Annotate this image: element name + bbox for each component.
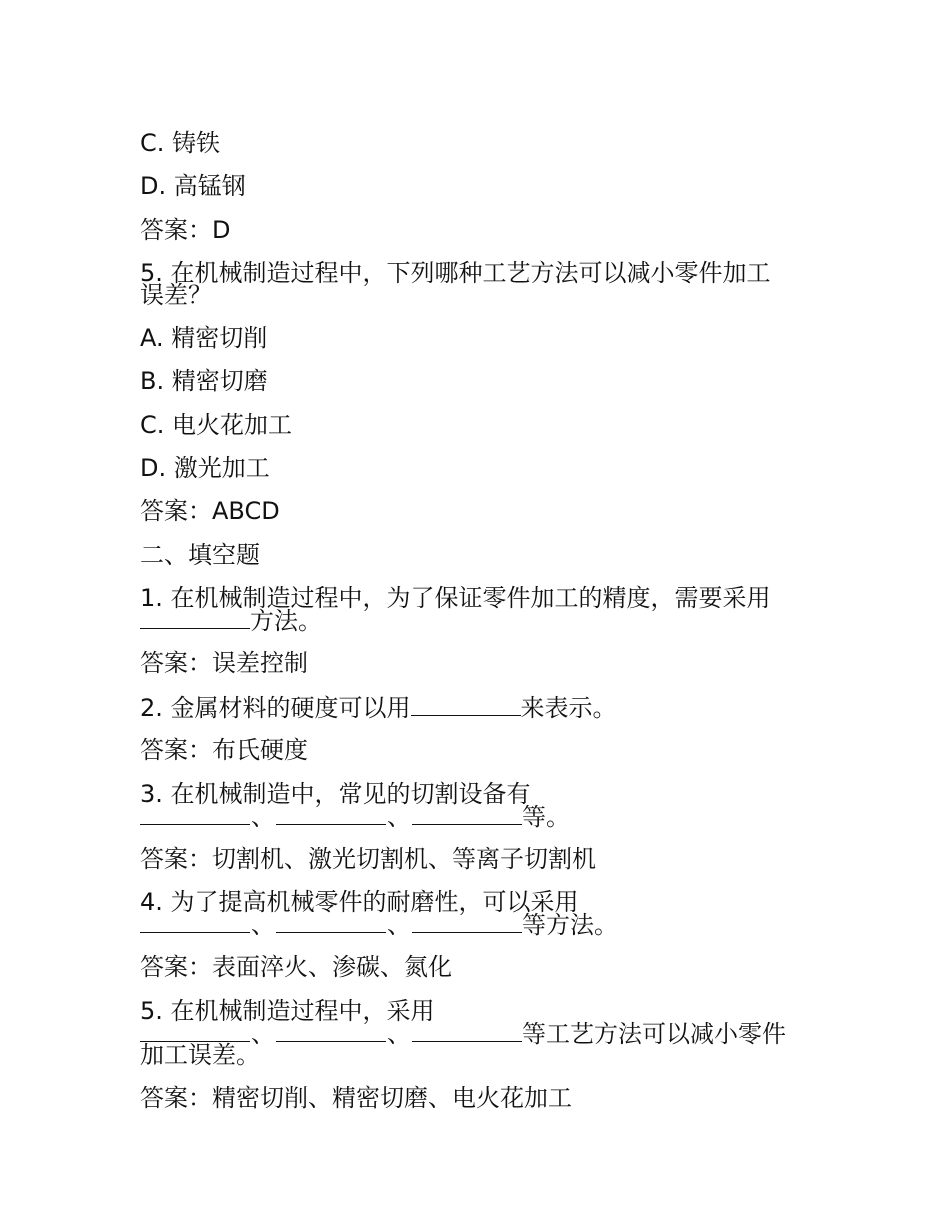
fill-question-2-head: 2. 金属材料的硬度可以用: [140, 694, 411, 722]
option-c: C. 电火花加工: [140, 411, 293, 439]
blank: [140, 802, 250, 825]
fill-question-4-line-2: [140, 910, 618, 939]
fill-question-3-line-2: [140, 802, 570, 831]
answer-q5: 答案：ABCD: [140, 497, 280, 525]
question-5-line-2: 误差？: [140, 281, 212, 309]
blank: [411, 693, 521, 716]
blank: [276, 1019, 386, 1042]
section-heading: 二、填空题: [140, 541, 260, 569]
answer-q4: 答案：D: [140, 216, 231, 244]
fill-question-3-line-1: 3. 在机械制造中，常见的切割设备有: [140, 780, 531, 808]
option-c: C. 铸铁: [140, 129, 221, 157]
option-b: B. 精密切磨: [140, 367, 268, 395]
separator: 、: [387, 803, 411, 831]
fill-question-5-line-1: 5. 在机械制造过程中，采用: [140, 997, 435, 1025]
option-d: D. 激光加工: [140, 454, 270, 482]
fill-question-5-tail: 等工艺方法可以减小零件: [522, 1020, 786, 1048]
option-d: D. 高锰钢: [140, 172, 246, 200]
fill-question-5-line-3: 加工误差。: [140, 1041, 260, 1069]
fill-question-1-line-1: 1. 在机械制造过程中，为了保证零件加工的精度，需要采用: [140, 584, 771, 612]
fill-answer-3: 答案：切割机、激光切割机、等离子切割机: [140, 845, 596, 873]
separator: 、: [387, 1020, 411, 1048]
separator: 、: [251, 803, 275, 831]
fill-answer-1: 答案：误差控制: [140, 649, 308, 677]
separator: 、: [251, 1020, 275, 1048]
blank: [140, 606, 250, 629]
question-5-line-1: 5. 在机械制造过程中，下列哪种工艺方法可以减小零件加工: [140, 259, 771, 287]
separator: 、: [387, 911, 411, 939]
fill-question-3-tail: 等。: [522, 803, 570, 831]
blank: [412, 910, 522, 933]
blank: [276, 910, 386, 933]
fill-question-2: [140, 693, 617, 722]
blank: [140, 1019, 250, 1042]
fill-question-1-tail: 方法。: [250, 607, 322, 635]
separator: 、: [251, 911, 275, 939]
blank: [412, 802, 522, 825]
fill-question-4-tail: 等方法。: [522, 911, 618, 939]
blank: [412, 1019, 522, 1042]
blank: [276, 802, 386, 825]
fill-question-2-tail: 来表示。: [520, 694, 617, 722]
blank: [140, 910, 250, 933]
fill-question-1-line-2: [140, 606, 322, 635]
fill-answer-4: 答案：表面淬火、渗碳、氮化: [140, 953, 452, 981]
fill-question-4-line-1: 4. 为了提高机械零件的耐磨性，可以采用: [140, 888, 579, 916]
option-a: A. 精密切削: [140, 324, 268, 352]
fill-answer-5: 答案：精密切削、精密切磨、电火花加工: [140, 1084, 572, 1112]
fill-answer-2: 答案：布氏硬度: [140, 736, 308, 764]
